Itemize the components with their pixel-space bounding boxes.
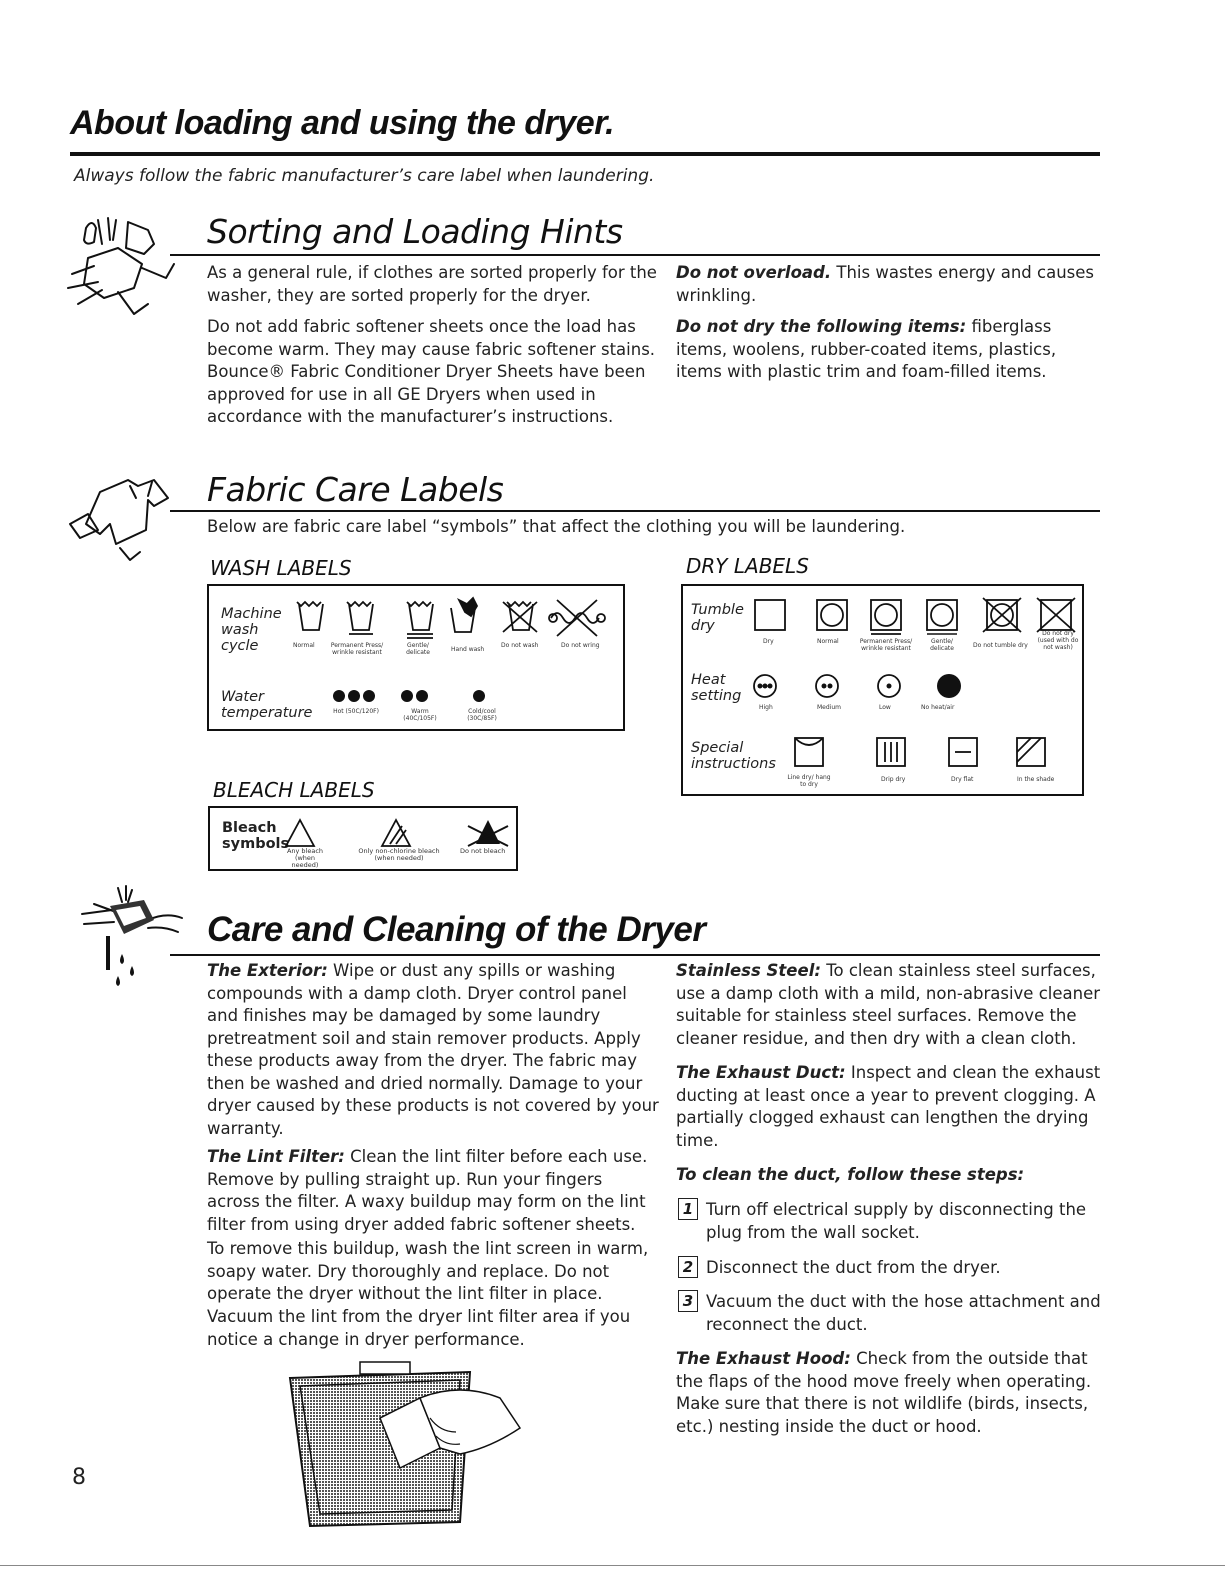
dry-labels-box bbox=[681, 584, 1084, 796]
lint-para-3: Vacuum the lint from the dryer lint filter area if you notice a change in dryer performance. bbox=[207, 1307, 631, 1349]
water-temp-label: Water temperature bbox=[221, 689, 313, 721]
page-subtitle: Always follow the fabric manufacturer’s care label when laundering. bbox=[74, 166, 655, 186]
lint-filter-illustration bbox=[280, 1358, 530, 1528]
exterior-para bbox=[207, 960, 659, 1140]
shirt-icon bbox=[60, 462, 190, 562]
cap-do-not-bleach: Do not bleach bbox=[460, 847, 506, 855]
lint-lead: The Lint Filter: bbox=[207, 1147, 345, 1166]
do-not-dry-text: fiberglass items, woolens, rubber-coated items, plastics, items with plastic trim and foam-filled items. bbox=[676, 317, 1057, 381]
special-instructions-label: Special instructions bbox=[691, 740, 776, 772]
cap-do-not-wash: Do not wash bbox=[501, 642, 539, 649]
cap-in-shade: In the shade bbox=[1017, 776, 1055, 783]
exterior-text: Wipe or dust any spills or washing compounds with a damp cloth. Dryer control panel and finishes may be damaged by some laundry pretreatment soil and stain remover products. Apply these products away from the dryer. The fabric may then be washed and dried normally. Damage to your dryer caused by these products is not covered by your warranty. bbox=[207, 961, 659, 1138]
fabric-rule bbox=[170, 510, 1100, 512]
clothes-pile-icon bbox=[58, 208, 188, 323]
do-not-dry-lead: Do not dry the following items: bbox=[676, 317, 967, 336]
exhaust-hood-para bbox=[676, 1348, 1106, 1438]
care-title: Care and Cleaning of the Dryer bbox=[207, 910, 706, 949]
cap-hand-wash: Hand wash bbox=[451, 646, 485, 653]
sorting-rule bbox=[170, 254, 1100, 256]
sorting-para-3 bbox=[676, 262, 1106, 307]
cap-dry-flat: Dry flat bbox=[951, 776, 974, 783]
cap-warm: Warm (40C/105F) bbox=[403, 708, 437, 722]
care-rule bbox=[170, 954, 1100, 956]
lint-para-2: To remove this buildup, wash the lint screen in warm, soapy water. Dry thoroughly and replace. Do not operate the dryer without the lint filter in place. bbox=[207, 1239, 649, 1303]
cap-dry-normal: Normal bbox=[817, 638, 839, 645]
exhaust-hood-lead: The Exhaust Hood: bbox=[676, 1349, 851, 1368]
cap-dry-perm-press: Permanent Press/ wrinkle resistant bbox=[859, 638, 913, 652]
cap-do-not-tumble: Do not tumble dry bbox=[973, 642, 1028, 649]
sorting-para-4 bbox=[676, 316, 1106, 384]
lint-para bbox=[207, 1146, 659, 1236]
fabric-intro: Below are fabric care label “symbols” that affect the clothing you will be laundering. bbox=[207, 517, 906, 536]
bleach-labels-box bbox=[208, 806, 518, 871]
special-instructions-icons bbox=[791, 734, 1071, 770]
tumble-dry-icons bbox=[751, 596, 1081, 636]
wash-labels-box bbox=[207, 584, 625, 731]
page-number: 8 bbox=[72, 1465, 86, 1490]
cap-medium: Medium bbox=[817, 704, 841, 711]
exterior-lead: The Exterior: bbox=[207, 961, 328, 980]
cap-gentle: Gentle/ delicate bbox=[406, 642, 430, 656]
step-1-text: Turn off electrical supply by disconnecting the plug from the wall socket. bbox=[706, 1200, 1087, 1242]
lint-text: Clean the lint filter before each use. Remove by pulling straight up. Run your fingers across the filter. A waxy buildup may form on the lint filter from using dryer added fabric softener sheets. bbox=[207, 1147, 648, 1234]
step-2-number: 2 bbox=[678, 1256, 698, 1278]
wash-cycle-icons bbox=[289, 596, 619, 646]
step-3-number: 3 bbox=[678, 1290, 698, 1312]
sorting-para-1: As a general rule, if clothes are sorted properly for the washer, they are sorted properly for the dryer. bbox=[207, 263, 657, 305]
exhaust-duct-para bbox=[676, 1062, 1106, 1152]
cap-any-bleach: Any bleach (when needed) bbox=[286, 847, 324, 869]
steps-heading: To clean the duct, follow these steps: bbox=[676, 1165, 1025, 1184]
bleach-symbols-label: Bleach symbols bbox=[222, 820, 290, 852]
cap-do-not-dry: Do not dry (used with do not wash) bbox=[1037, 630, 1079, 651]
cap-dry-gentle: Gentle/ delicate bbox=[930, 638, 954, 652]
cap-low: Low bbox=[879, 704, 891, 711]
tumble-dry-label: Tumble dry bbox=[691, 602, 744, 634]
cap-high: High bbox=[759, 704, 773, 711]
heat-setting-icons bbox=[749, 670, 969, 702]
cap-dry: Dry bbox=[763, 638, 774, 645]
step-1-number: 1 bbox=[678, 1198, 698, 1220]
cap-no-heat: No heat/air bbox=[921, 704, 955, 711]
cap-drip-dry: Drip dry bbox=[881, 776, 906, 783]
machine-wash-label: Machine wash cycle bbox=[221, 606, 282, 654]
step-3-text: Vacuum the duct with the hose attachment and reconnect the duct. bbox=[706, 1292, 1101, 1334]
water-temp-dots bbox=[329, 686, 499, 706]
fabric-title: Fabric Care Labels bbox=[207, 470, 504, 509]
page-title: About loading and using the dryer. bbox=[70, 104, 615, 142]
do-not-overload-lead: Do not overload. bbox=[676, 263, 832, 282]
cap-line-dry: Line dry/ hang to dry bbox=[787, 774, 831, 788]
cap-cold: Cold/cool (30C/85F) bbox=[467, 708, 497, 722]
heat-setting-label: Heat setting bbox=[691, 672, 742, 704]
cap-do-not-wring: Do not wring bbox=[561, 642, 600, 649]
bleach-labels-heading: BLEACH LABELS bbox=[213, 778, 375, 802]
cap-perm-press: Permanent Press/ wrinkle resistant bbox=[330, 642, 384, 656]
stainless-text: To clean stainless steel surfaces, use a damp cloth with a mild, non-abrasive cleaner suitable for stainless steel surfaces. Remove the cleaner residue, and then dry with a clean cloth. bbox=[676, 961, 1101, 1048]
sorting-para-2: Do not add fabric softener sheets once the load has become warm. They may cause fabric softener stains. Bounce® Fabric Conditioner Dryer Sheets have been approved for use in all GE Dryers when used in accordance with the manufacturer’s instructions. bbox=[207, 317, 656, 426]
dry-labels-heading: DRY LABELS bbox=[686, 554, 809, 578]
cap-non-chlorine: Only non-chlorine bleach (when needed) bbox=[358, 847, 440, 862]
exhaust-hood-text: Check from the outside that the flaps of the hood move freely when operating. Make sure that there is not wildlife (birds, insects, etc.) nesting inside the duct or hood. bbox=[676, 1349, 1092, 1436]
exhaust-duct-lead: The Exhaust Duct: bbox=[676, 1063, 846, 1082]
sorting-title: Sorting and Loading Hints bbox=[207, 212, 623, 251]
sponge-icon bbox=[78, 880, 188, 990]
title-rule bbox=[70, 152, 1100, 156]
cap-hot: Hot (50C/120F) bbox=[333, 708, 379, 715]
exhaust-duct-text: Inspect and clean the exhaust ducting at least once a year to prevent clogging. A partially clogged exhaust can lengthen the drying time. bbox=[676, 1063, 1101, 1150]
do-not-overload-text: This wastes energy and causes wrinkling. bbox=[676, 263, 1095, 305]
page-bottom-edge bbox=[0, 1565, 1225, 1566]
stainless-para bbox=[676, 960, 1106, 1050]
step-2-text: Disconnect the duct from the dryer. bbox=[706, 1258, 1001, 1277]
cap-normal: Normal bbox=[293, 642, 315, 649]
wash-labels-heading: WASH LABELS bbox=[210, 556, 352, 580]
stainless-lead: Stainless Steel: bbox=[676, 961, 821, 980]
